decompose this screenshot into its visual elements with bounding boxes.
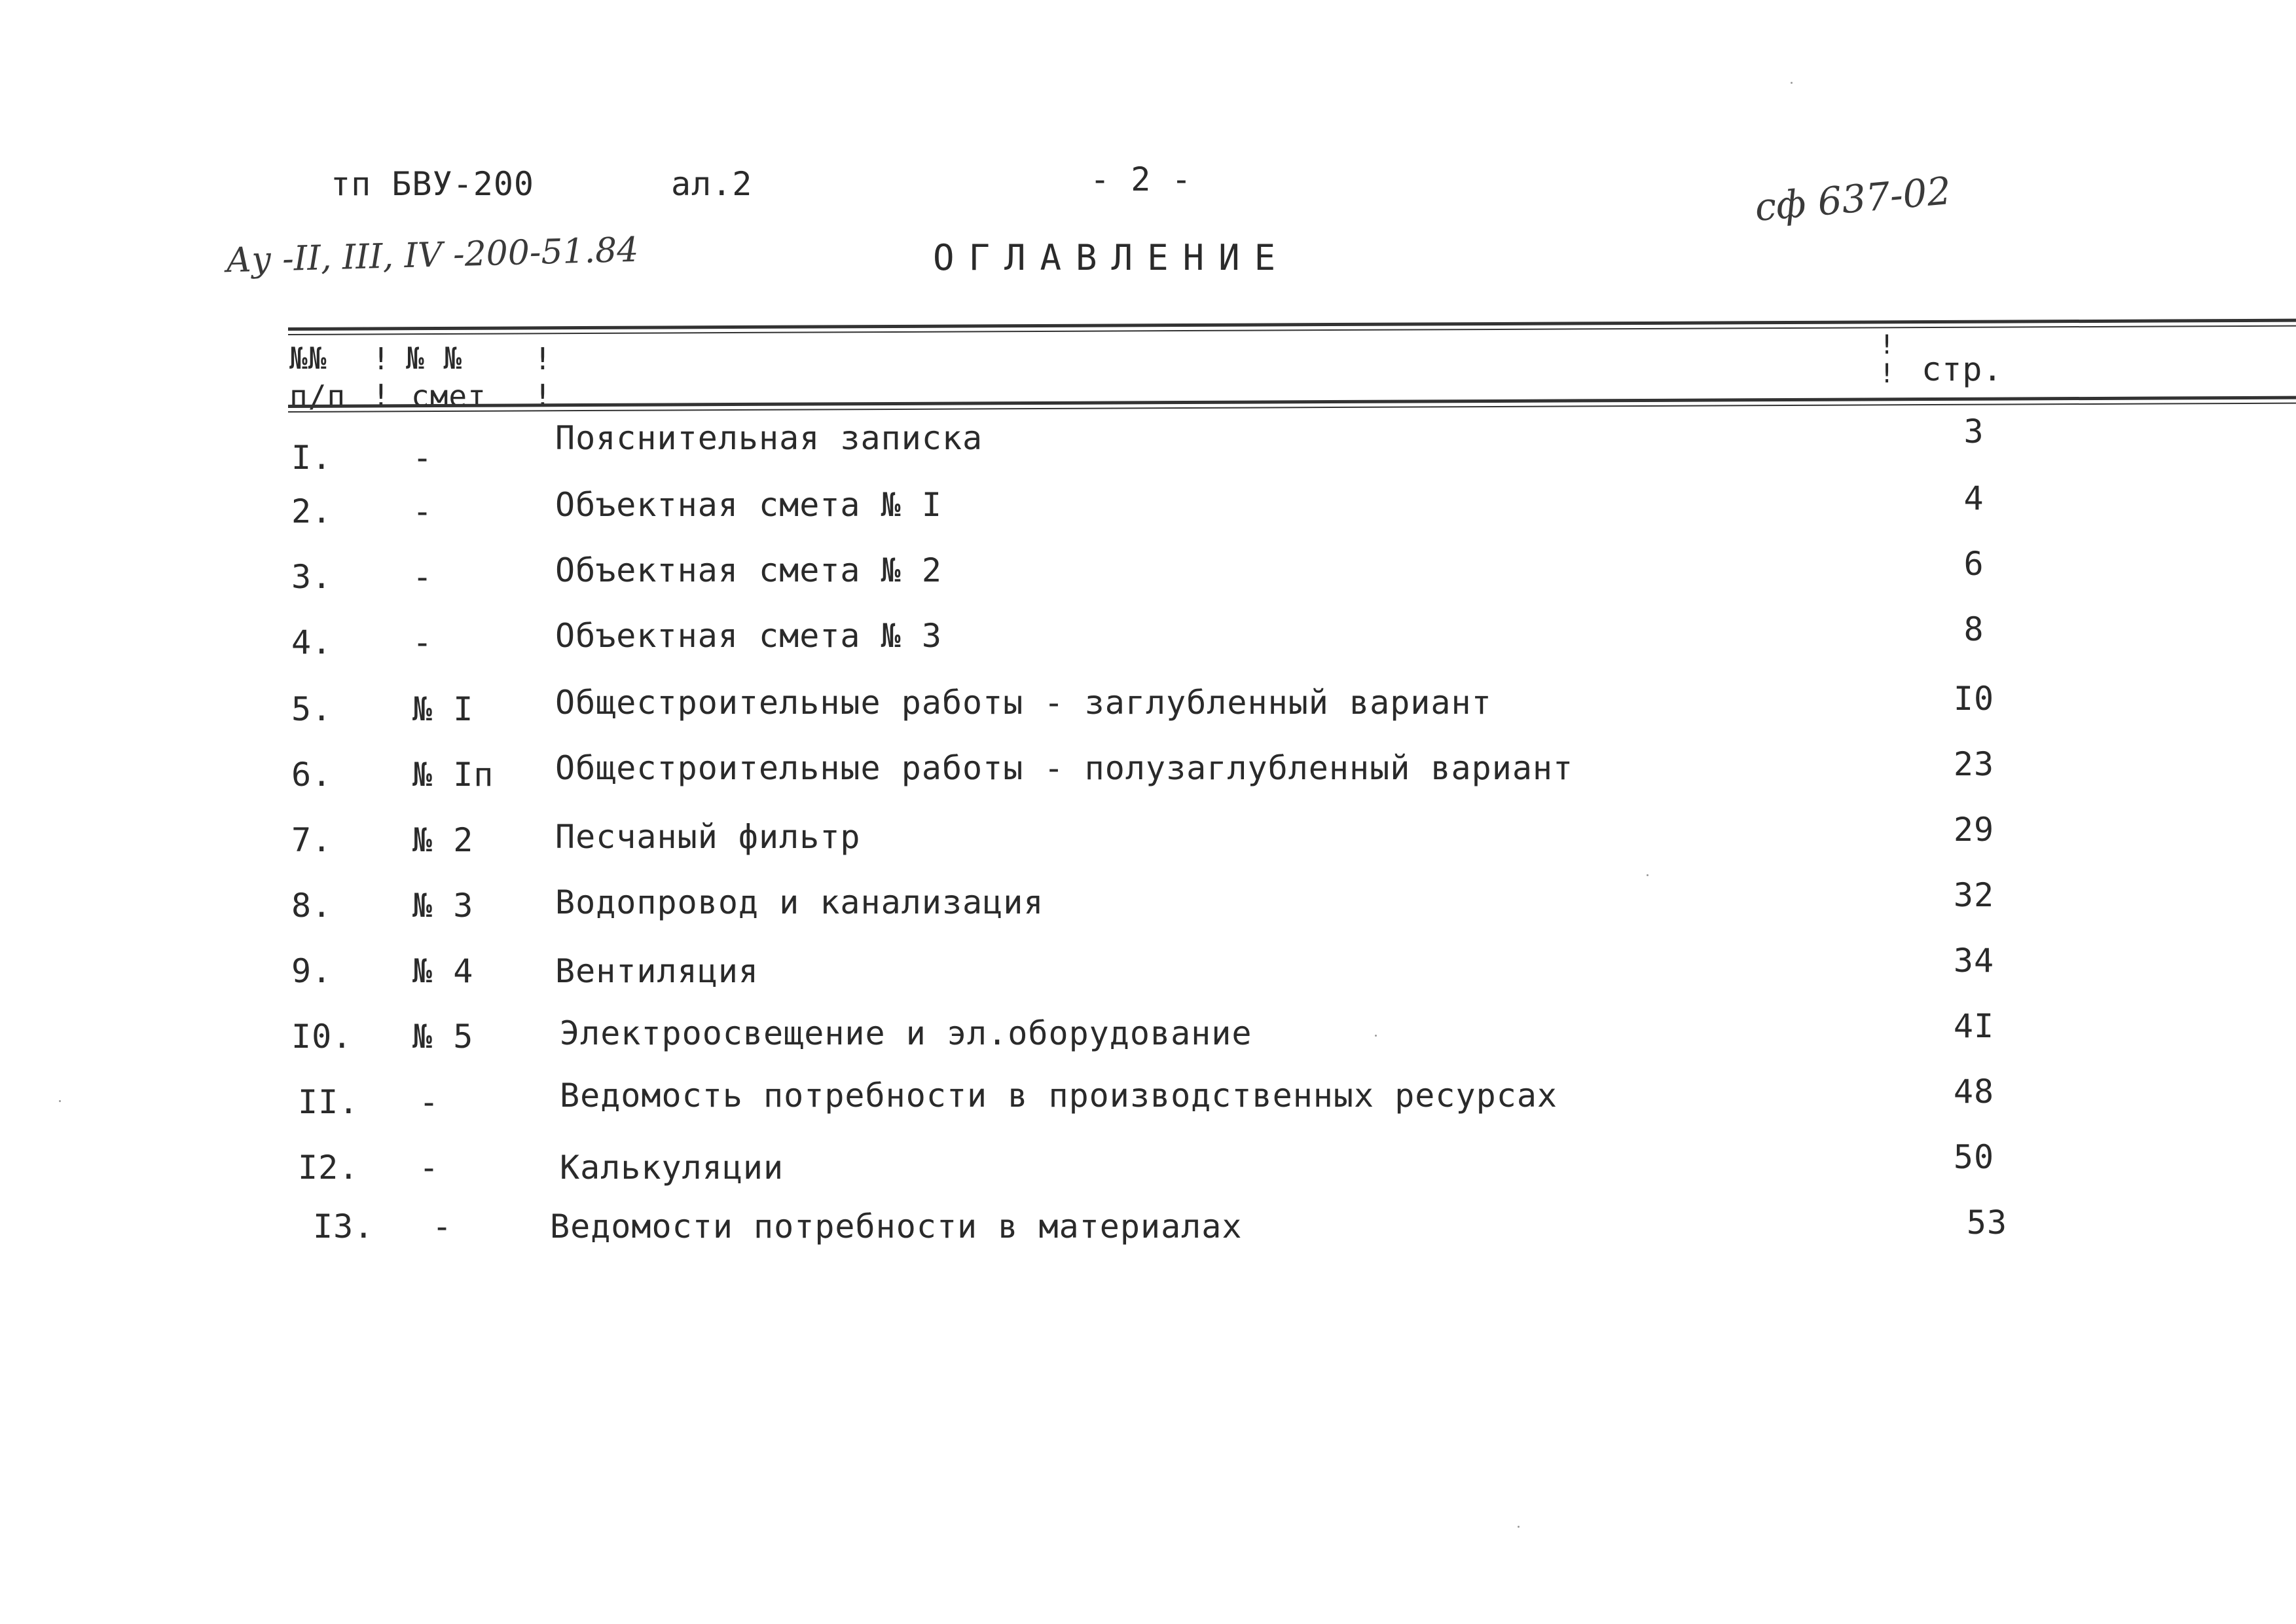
album-number: ал.2 (671, 165, 753, 203)
page-ref: 3 (1963, 413, 1984, 451)
row-number: 8. (291, 887, 333, 925)
estimate-number: № Iп (412, 756, 494, 794)
table-row (0, 479, 2296, 551)
handwritten-stamp: сф 637-02 (1753, 168, 1953, 230)
page-ref: 53 (1966, 1204, 2008, 1242)
section-title: Общестроительные работы - заглубленный вариант (555, 684, 1492, 722)
estimate-number: - (432, 1208, 453, 1246)
estimate-number: № 3 (412, 887, 474, 925)
page-ref: I0 (1953, 680, 1995, 718)
page-ref: 4 (1963, 479, 1984, 517)
page-ref: 4I (1953, 1007, 1995, 1045)
section-title: Ведомости потребности в материалах (550, 1208, 1243, 1246)
page-ref: 34 (1953, 942, 1995, 980)
estimate-number: № 5 (412, 1018, 474, 1056)
scan-speck (1375, 1035, 1377, 1037)
col-header-est-line2: смет (411, 378, 486, 414)
page-ref: 50 (1953, 1138, 1995, 1176)
estimate-number: - (412, 623, 433, 661)
row-number: 4. (291, 623, 333, 661)
section-title: Электроосвещение и эл.оборудование (560, 1014, 1252, 1052)
table-row (0, 680, 2296, 749)
section-title: Ведомость потребности в производственных ресурсах (560, 1077, 1558, 1115)
table-row (0, 811, 2296, 880)
estimate-number: - (419, 1149, 440, 1187)
section-title: Вентиляция (555, 952, 759, 990)
row-number: 9. (291, 952, 333, 990)
row-number: 6. (291, 756, 333, 794)
doc-code: тп БВУ-200 (331, 165, 535, 203)
scan-speck (59, 1100, 61, 1102)
col-header-est-line1: № № (406, 341, 463, 376)
col-header-num-line1: №№ (289, 341, 327, 376)
page-ref: 48 (1953, 1073, 1995, 1111)
row-number: I. (291, 439, 333, 477)
table-row (0, 876, 2296, 946)
row-number: 3. (291, 558, 333, 596)
section-title: Песчаный фильтр (555, 818, 861, 856)
table-row (0, 1007, 2296, 1077)
section-title: Объектная смета № 2 (555, 551, 942, 589)
scan-speck (1647, 874, 1649, 876)
table-row (0, 942, 2296, 1011)
table-row (0, 745, 2296, 815)
section-title: Объектная смета № 3 (555, 617, 942, 655)
page-ref: 6 (1963, 545, 1984, 583)
table-row (0, 1138, 2296, 1208)
scan-speck (1791, 82, 1793, 84)
col-header-num-line2: п/п (289, 378, 346, 414)
col-separator-2: ! ! (534, 341, 553, 413)
row-number: 7. (291, 821, 333, 859)
section-title: Калькуляции (560, 1149, 784, 1187)
row-number: I3. (313, 1208, 374, 1246)
table-row (0, 1204, 2296, 1273)
page-title: ОГЛАВЛЕНИЕ (933, 237, 1290, 278)
estimate-number: - (412, 558, 433, 596)
page-ref: 23 (1953, 745, 1995, 783)
page-ref: 32 (1953, 876, 1995, 914)
section-title: Общестроительные работы - полузаглубленный вариант (555, 749, 1574, 787)
row-number: I2. (298, 1149, 359, 1187)
estimate-number: № 4 (412, 952, 474, 990)
section-title: Объектная смета № I (555, 486, 942, 524)
col-separator-3: ! ! (1879, 330, 1896, 389)
header-top-rule (288, 319, 2296, 331)
col-header-page: стр. (1922, 350, 2003, 388)
estimate-number: - (412, 439, 433, 477)
table-row (0, 413, 2296, 485)
estimate-number: - (412, 492, 433, 530)
page-ref: 8 (1963, 610, 1984, 648)
header-bottom-rule (288, 396, 2296, 408)
row-number: I0. (291, 1018, 353, 1056)
row-number: 2. (291, 492, 333, 530)
estimate-number: № I (412, 690, 474, 728)
estimate-number: - (419, 1083, 440, 1121)
scan-speck (1518, 1526, 1520, 1528)
section-title: Водопровод и канализация (555, 883, 1044, 921)
page-ref: 29 (1953, 811, 1995, 849)
section-title: Пояснительная записка (555, 419, 983, 457)
handwritten-series-code: Ау -II, III, IV -200-51.84 (225, 230, 640, 281)
table-row (0, 545, 2296, 617)
col-separator-1: ! ! (372, 341, 391, 413)
page-number: - 2 - (1090, 160, 1192, 198)
row-number: II. (298, 1083, 359, 1121)
row-number: 5. (291, 690, 333, 728)
estimate-number: № 2 (412, 821, 474, 859)
table-row (0, 610, 2296, 682)
table-row (0, 1073, 2296, 1142)
